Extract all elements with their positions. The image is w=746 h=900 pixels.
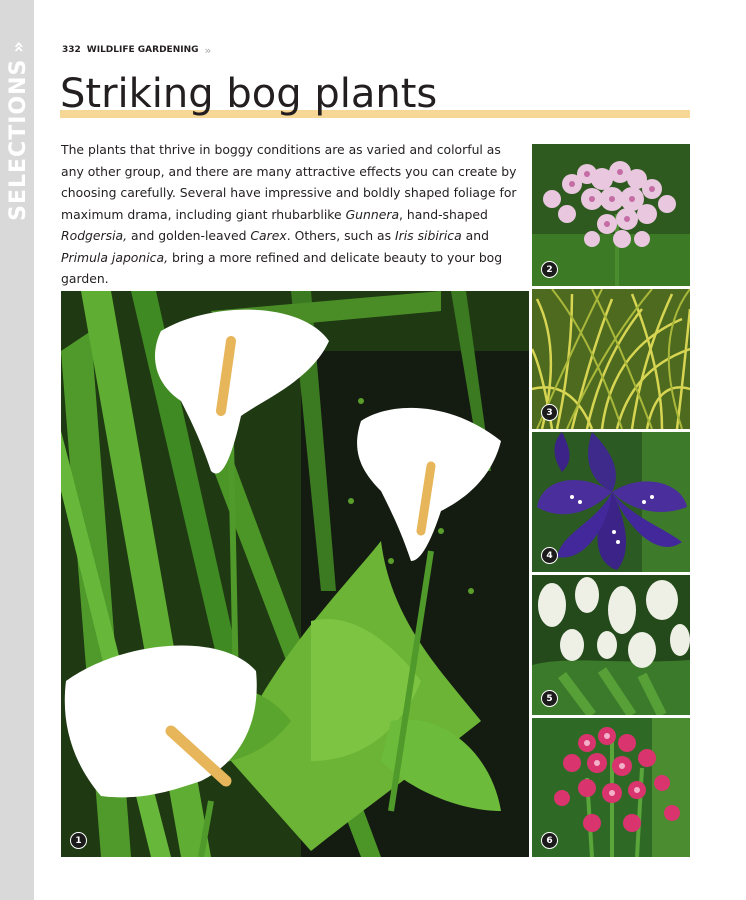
photo-number-badge: 1 (70, 832, 87, 849)
page-number: 332 (62, 45, 81, 55)
section-name: WILDLIFE GARDENING (86, 45, 199, 55)
photo-purple-iris (532, 432, 690, 572)
photo-golden-carex (532, 289, 690, 429)
running-header (62, 43, 209, 57)
photo-number-badge: 3 (541, 404, 558, 421)
calla-lily-illustration (61, 291, 529, 857)
photo-number-badge: 6 (541, 832, 558, 849)
photo-number-badge: 5 (541, 690, 558, 707)
section-tab-label: SELECTIONS (5, 58, 31, 221)
intro-paragraph: The plants that thrive in boggy conditions are as varied and colorful as any other group, and there are many attractive effects you can create by choosing carefully. Several have impressive and boldly shaped foliage for maximum drama, including giant rhubarblike Gunnera, hand-shaped Rodgersia, and golden-leaved Carex. Others, such as Iris sibirica and Primula japonica, bring a more refined and delicate beauty to your bog garden. (61, 142, 517, 286)
section-chevron-icon: » (7, 40, 29, 53)
photo-white-rodgersia (532, 575, 690, 715)
section-tab (6, 40, 30, 240)
photo-number-badge: 4 (541, 547, 558, 564)
photo-calla-lilies (61, 291, 529, 857)
header-chevron-icon: ›› (204, 43, 210, 57)
photo-number-badge: 2 (541, 261, 558, 278)
photo-pink-primula (532, 144, 690, 286)
page-title: Striking bog plants (60, 71, 438, 117)
photo-magenta-primula (532, 718, 690, 857)
section-side-strip (0, 0, 34, 900)
